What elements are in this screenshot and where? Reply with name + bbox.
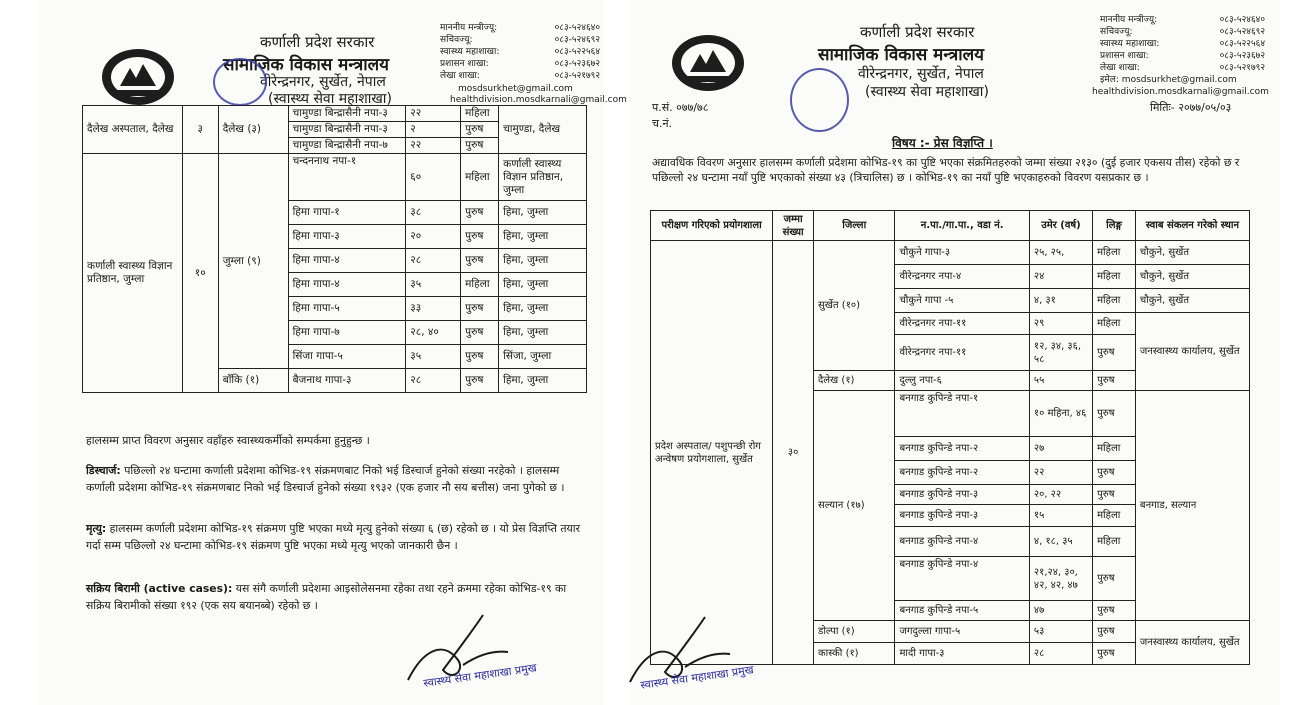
ministry-name: सामाजिक विकास मन्त्रालय <box>818 45 985 65</box>
contact-list: माननीय मन्त्रीज्यू: ०८३-५२४६४० सचिवज्यू: ०८३-५२४६९२ स्वास्थ्य महाशाखा: ०८३-५२२५६४ प्रशासन शाखा: ०८३-५२३६७२ लेखा शाखा: ०८३-५२१७९२ <box>440 23 600 81</box>
signature-title: स्वास्थ्य सेवा महाशाखा प्रमुख <box>639 663 755 692</box>
table-row: बनगाड कुपिन्डे नपा-४ ४, १८, ३५ महिला <box>651 527 1250 557</box>
email-address: mosdsurkhet@gmail.com <box>458 84 573 94</box>
table-row: बनगाड कुपिन्डे नपा-३ २०, २२ पुरुष <box>651 485 1250 505</box>
dispatch-number: च.नं. <box>652 117 673 130</box>
ministry-name: सामाजिक विकास मन्त्रालय <box>223 55 390 75</box>
table-row: चामुण्डा बिन्द्रासैनी नपा-३ २ पुरुष <box>83 122 587 138</box>
discharge-paragraph: डिस्चार्ज: पछिल्लो २४ घन्टामा कर्णाली प्रदेशमा कोभिड-१९ संक्रमणबाट निको भई डिस्चार्ज हुनेको संख्या नरहेको । हालसम्म कर्णाली प्रदेशमा कोभिड-१९ संक्रमणबाट निको भई डिस्चार्ज हुनेको संख्या १९३२ (एक हजार नौ सय बत्तीस) जना पुगेको छ । <box>86 464 565 494</box>
right-document-page <box>630 0 1280 705</box>
ministry-address: वीरेन्द्रनगर, सुर्खेत, नेपाल <box>858 66 984 82</box>
table-row: वीरेन्द्रनगर नपा-११ १२, ३४, ३६, ५८ पुरुष <box>651 335 1250 371</box>
table-row: हिमा गापा-१ ३८ पुरुष हिमा, जुम्ला <box>83 201 587 225</box>
contact-list: माननीय मन्त्रीज्यू: ०८३-५२४६४० सचिवज्यू: ०८३-५२४६९२ स्वास्थ्य महाशाखा: ०८३-५२२५६४ प्रशासन शाखा: ०८३-५२३६७२ लेखा शाखा: ०८३-५२१७९२ <box>1100 15 1265 73</box>
table-row: सल्यान (१७) बनगाड कुपिन्डे नपा-१ १० महिना, ४६ पुरुष बनगाड, सल्यान <box>651 391 1250 437</box>
government-name: कर्णाली प्रदेश सरकार <box>860 23 975 41</box>
email-address-2: healthdivision.mosdkarnali@gmail.com <box>1092 87 1269 97</box>
table-row: सिंजा गापा-५ ३५ पुरुष सिंजा, जुम्ला <box>83 345 587 369</box>
division-name: (स्वास्थ्य सेवा महाशाखा) <box>268 91 392 107</box>
table-row: कास्की (१) मादी गापा-३ २८ पुरुष <box>651 643 1250 665</box>
email-address: इमेल: mosdsurkhet@gmail.com <box>1100 75 1237 85</box>
signature-title: स्वास्थ्य सेवा महाशाखा प्रमुख <box>422 661 538 690</box>
table-row: बनगाड कुपिन्डे नपा-२ २७ महिला <box>651 437 1250 461</box>
table-row: हिमा गापा-३ २० पुरुष हिमा, जुम्ला <box>83 225 587 249</box>
table-header-row: परीक्षण गरिएको प्रयोगशाला जम्मा संख्या जिल्ला न.पा./गा.पा., वडा नं. उमेर (वर्ष) लिङ्ग स्वाब संकलन गरेको स्थान <box>651 211 1250 241</box>
table-row: बनगाड कुपिन्डे नपा-३ १५ महिला <box>651 505 1250 527</box>
government-name: कर्णाली प्रदेश सरकार <box>260 33 375 51</box>
table-row: हिमा गापा-४ २८ पुरुष हिमा, जुम्ला <box>83 249 587 273</box>
table-row: हिमा गापा-४ ३५ महिला हिमा, जुम्ला <box>83 273 587 297</box>
email-address-2: healthdivision.mosdkarnali@gmail.com <box>450 95 627 105</box>
division-name: (स्वास्थ्य सेवा महाशाखा) <box>865 84 989 100</box>
table-row: दैलेख अस्पताल, दैलेख ३ दैलेख (३) चामुण्डा बिन्द्रासैनी नपा-३ २२ महिला चामुण्डा, दैलेख <box>83 106 587 122</box>
table-row: बनगाड कुपिन्डे नपा-५ ४७ पुरुष <box>651 601 1250 621</box>
table-row: दैलेख (१) दुल्लु नपा-६ ५५ पुरुष <box>651 371 1250 391</box>
table-row: बाँकि (१) बैजनाथ गापा-३ २८ पुरुष हिमा, जुम्ला <box>83 369 587 393</box>
table-row: चौकुने गापा -५ ४, ३१ महिला चौकुने, सुर्खेत <box>651 289 1250 313</box>
table-row: बनगाड कुपिन्डे नपा-४ २१,२४, ३०, ४२, ४२, ४७ पुरुष <box>651 557 1250 601</box>
table-row: डोल्पा (१) जगदुल्ला गापा-५ ५३ पुरुष जनस्वास्थ्य कार्यालय, सुर्खेत <box>651 621 1250 643</box>
death-paragraph: मृत्यु: हालसम्म कर्णाली प्रदेशमा कोभिड-१९ संक्रमण पुष्टि भएका मध्ये मृत्यु हुनेको संख्या ६ (छ) रहेको छ । यो प्रेस विज्ञप्ति तयार गर्दा सम्म पछिल्लो २४ घन्टामा कोभिड-१९ संक्रमण पुष्टि भएका मध्ये मृत्यु भएको जानकारी छैन । <box>86 522 580 552</box>
left-document-page <box>38 0 627 705</box>
nepal-emblem-icon <box>98 46 178 108</box>
subject-line: विषय :- प्रेस विज्ञप्ति । <box>892 136 993 150</box>
reference-number: प.सं. ०७७/७८ <box>652 101 709 114</box>
table-row: प्रदेश अस्पताल/ पशुपन्छी रोग अन्वेषण प्रयोगशाला, सुर्खेत ३० सुर्खेत (१०) चौकुने गापा-३ २५, २५, महिला चौकुने, सुर्खेत <box>651 241 1250 265</box>
table-row: वीरेन्द्रनगर नपा-११ २९ महिला जनस्वास्थ्य कार्यालय, सुर्खेत <box>651 313 1250 335</box>
table-row: वीरेन्द्रनगर नपा-४ २४ महिला चौकुने, सुर्खेत <box>651 265 1250 289</box>
contact-note: हालसम्म प्राप्त विवरण अनुसार वहाँहरु स्वास्थ्यकर्मीको सम्पर्कमा हुनुहुन्छ । <box>86 434 370 447</box>
ministry-address: वीरेन्द्रनगर, सुर्खेत, नेपाल <box>260 74 386 90</box>
office-stamp <box>790 68 849 132</box>
table-row: हिमा गापा-७ २८, ४० पुरुष हिमा, जुम्ला <box>83 321 587 345</box>
table-row: कर्णाली स्वास्थ्य विज्ञान प्रतिष्ठान, जुम्ला १० जुम्ला (९) चन्दननाथ नपा-१ ६० महिला कर्णाली स्वास्थ्य विज्ञान प्रतिष्ठान, जुम्ला <box>83 154 587 201</box>
document-date: मितिः- २०७७/०५/०३ <box>1150 101 1232 114</box>
table-row: चामुण्डा बिन्द्रासैनी नपा-७ २२ पुरुष <box>83 138 587 154</box>
cases-table-continued <box>82 105 587 393</box>
table-row: हिमा गापा-५ ३३ पुरुष हिमा, जुम्ला <box>83 297 587 321</box>
new-cases-table <box>650 210 1250 665</box>
active-cases-paragraph: सक्रिय बिरामी (active cases): यस संगै कर्णाली प्रदेशमा आइसोलेसनमा रहेका तथा रहने क्रममा रहेका कोभिड-१९ का सक्रिय बिरामीको संख्या १९२ (एक सय बयानब्बे) रहेको छ । <box>86 582 567 612</box>
office-stamp <box>213 58 267 106</box>
nepal-emblem-icon <box>668 32 748 94</box>
intro-paragraph: अद्यावधिक विवरण अनुसार हालसम्म कर्णाली प्रदेशमा कोभिड-१९ का पुष्टि भएका संक्रमितहरुको जम्मा संख्या २१३० (दुई हजार एकसय तीस) रहेको छ र पछिल्लो २४ घन्टामा नयाँ पुष्टि भएकाको संख्या ४३ (त्रिचालिस) छ । कोभिड-१९ का नयाँ पुष्टि भएकाहरुको विवरण यसप्रकार छ । <box>652 156 1240 184</box>
table-row: बनगाड कुपिन्डे नपा-२ २२ पुरुष <box>651 461 1250 485</box>
